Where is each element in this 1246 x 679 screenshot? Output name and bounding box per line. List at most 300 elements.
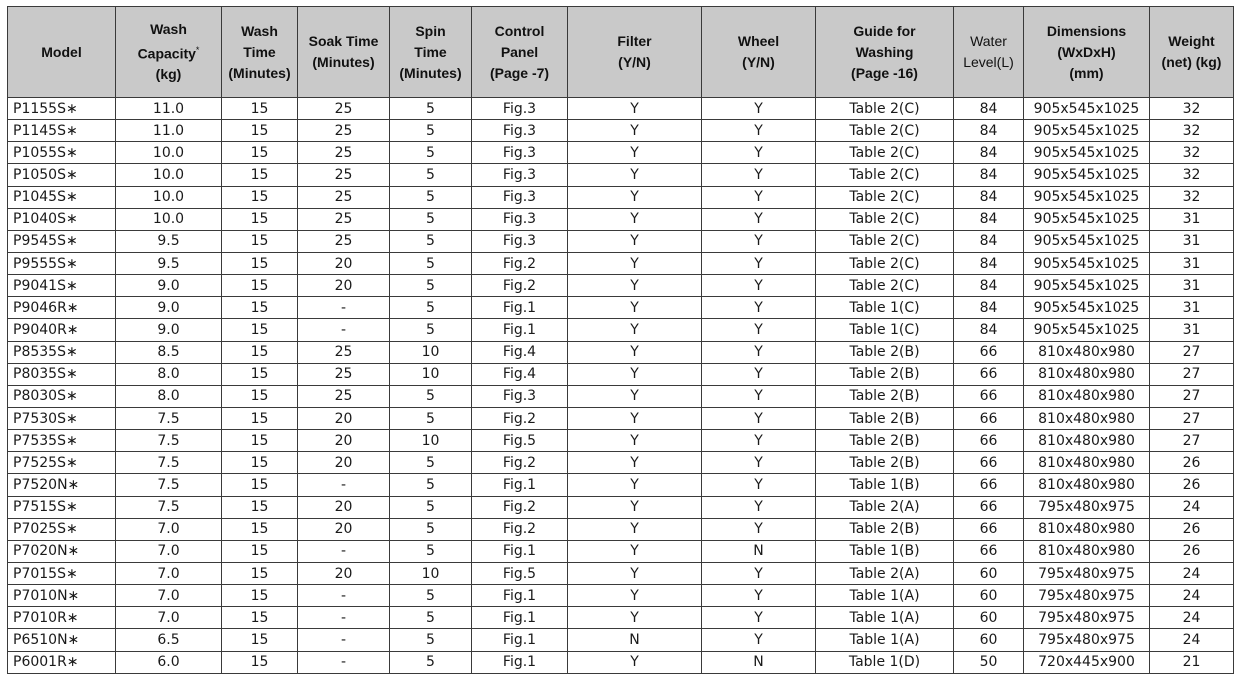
cell-wheel: N <box>702 651 816 673</box>
cell-wash-time: 15 <box>222 252 298 274</box>
cell-soak-time: - <box>298 651 390 673</box>
cell-guide-for-washing: Table 2(C) <box>816 142 954 164</box>
cell-spin-time: 5 <box>390 407 472 429</box>
cell-model: P6001R∗ <box>8 651 116 673</box>
footnote-mark: * <box>195 44 200 55</box>
cell-filter: Y <box>568 385 702 407</box>
cell-dimensions: 810x480x980 <box>1024 385 1150 407</box>
cell-dimensions: 905x545x1025 <box>1024 252 1150 274</box>
header-wheel-line: (Y/N) <box>742 54 775 70</box>
cell-dimensions: 905x545x1025 <box>1024 230 1150 252</box>
cell-soak-time: - <box>298 540 390 562</box>
cell-model: P9041S∗ <box>8 275 116 297</box>
cell-wheel: Y <box>702 518 816 540</box>
cell-soak-time: - <box>298 319 390 341</box>
cell-wheel: Y <box>702 252 816 274</box>
header-spin-time-line: Time <box>414 43 447 60</box>
table-row <box>8 319 1234 341</box>
cell-guide-for-washing: Table 1(A) <box>816 607 954 629</box>
cell-water-level: 66 <box>954 385 1024 407</box>
cell-soak-time: 25 <box>298 98 390 120</box>
cell-soak-time: 25 <box>298 164 390 186</box>
cell-wash-time: 15 <box>222 452 298 474</box>
cell-dimensions: 905x545x1025 <box>1024 120 1150 142</box>
header-spin-time <box>390 7 472 98</box>
cell-control-panel: Fig.3 <box>472 208 568 230</box>
cell-dimensions: 810x480x980 <box>1024 540 1150 562</box>
cell-model: P6510N∗ <box>8 629 116 651</box>
cell-soak-time: 25 <box>298 208 390 230</box>
cell-spin-time: 5 <box>390 651 472 673</box>
table-row <box>8 230 1234 252</box>
cell-spin-time: 10 <box>390 363 472 385</box>
cell-wheel: Y <box>702 430 816 452</box>
cell-wash-time: 15 <box>222 407 298 429</box>
cell-water-level: 66 <box>954 363 1024 385</box>
cell-model: P7010R∗ <box>8 607 116 629</box>
cell-water-level: 84 <box>954 164 1024 186</box>
cell-wheel: Y <box>702 142 816 164</box>
table-row <box>8 297 1234 319</box>
cell-dimensions: 905x545x1025 <box>1024 186 1150 208</box>
table-row <box>8 208 1234 230</box>
cell-water-level: 66 <box>954 474 1024 496</box>
cell-control-panel: Fig.4 <box>472 363 568 385</box>
cell-wash-capacity: 6.0 <box>116 651 222 673</box>
cell-guide-for-washing: Table 2(B) <box>816 407 954 429</box>
cell-wash-time: 15 <box>222 363 298 385</box>
cell-wash-capacity: 9.0 <box>116 297 222 319</box>
cell-wash-time: 15 <box>222 651 298 673</box>
cell-soak-time: 20 <box>298 252 390 274</box>
header-filter-line: Filter <box>617 33 652 49</box>
cell-soak-time: 20 <box>298 275 390 297</box>
cell-wash-time: 15 <box>222 629 298 651</box>
cell-model: P7530S∗ <box>8 407 116 429</box>
cell-wash-capacity: 7.0 <box>116 607 222 629</box>
cell-filter: Y <box>568 164 702 186</box>
cell-spin-time: 5 <box>390 297 472 319</box>
cell-weight: 24 <box>1150 629 1234 651</box>
cell-control-panel: Fig.3 <box>472 142 568 164</box>
cell-wash-capacity: 7.5 <box>116 452 222 474</box>
cell-filter: Y <box>568 496 702 518</box>
cell-weight: 26 <box>1150 474 1234 496</box>
cell-weight: 26 <box>1150 452 1234 474</box>
cell-dimensions: 905x545x1025 <box>1024 142 1150 164</box>
cell-control-panel: Fig.1 <box>472 297 568 319</box>
cell-filter: Y <box>568 297 702 319</box>
cell-spin-time: 10 <box>390 341 472 363</box>
cell-wash-capacity: 7.0 <box>116 585 222 607</box>
cell-model: P1045S∗ <box>8 186 116 208</box>
cell-model: P7520N∗ <box>8 474 116 496</box>
cell-wash-time: 15 <box>222 341 298 363</box>
cell-water-level: 66 <box>954 341 1024 363</box>
header-soak-time-line: Soak Time <box>308 33 379 49</box>
spec-table <box>7 6 1234 674</box>
header-wash-time-line: (Minutes) <box>228 64 291 81</box>
cell-wash-capacity: 9.5 <box>116 252 222 274</box>
cell-water-level: 66 <box>954 452 1024 474</box>
cell-spin-time: 5 <box>390 496 472 518</box>
table-row <box>8 407 1234 429</box>
cell-dimensions: 795x480x975 <box>1024 562 1150 584</box>
cell-dimensions: 810x480x980 <box>1024 430 1150 452</box>
cell-soak-time: 20 <box>298 518 390 540</box>
cell-wash-time: 15 <box>222 496 298 518</box>
header-model <box>8 7 116 98</box>
cell-wheel: Y <box>702 585 816 607</box>
cell-water-level: 84 <box>954 252 1024 274</box>
cell-control-panel: Fig.3 <box>472 385 568 407</box>
cell-spin-time: 5 <box>390 629 472 651</box>
cell-filter: Y <box>568 341 702 363</box>
cell-water-level: 60 <box>954 629 1024 651</box>
cell-wash-time: 15 <box>222 230 298 252</box>
header-dimensions-line: Dimensions <box>1046 22 1127 39</box>
cell-wash-capacity: 10.0 <box>116 208 222 230</box>
cell-control-panel: Fig.4 <box>472 341 568 363</box>
cell-weight: 21 <box>1150 651 1234 673</box>
cell-weight: 31 <box>1150 230 1234 252</box>
cell-weight: 24 <box>1150 585 1234 607</box>
cell-water-level: 66 <box>954 496 1024 518</box>
cell-filter: Y <box>568 607 702 629</box>
cell-spin-time: 5 <box>390 607 472 629</box>
cell-model: P7020N∗ <box>8 540 116 562</box>
cell-spin-time: 5 <box>390 518 472 540</box>
table-row <box>8 164 1234 186</box>
header-dimensions <box>1024 7 1150 98</box>
cell-model: P8035S∗ <box>8 363 116 385</box>
header-soak-time <box>298 7 390 98</box>
cell-dimensions: 810x480x980 <box>1024 518 1150 540</box>
table-row <box>8 562 1234 584</box>
cell-dimensions: 795x480x975 <box>1024 607 1150 629</box>
cell-dimensions: 905x545x1025 <box>1024 164 1150 186</box>
cell-model: P1145S∗ <box>8 120 116 142</box>
cell-filter: Y <box>568 120 702 142</box>
cell-soak-time: 25 <box>298 186 390 208</box>
cell-model: P1040S∗ <box>8 208 116 230</box>
cell-wash-time: 15 <box>222 142 298 164</box>
cell-wash-capacity: 11.0 <box>116 98 222 120</box>
table-row <box>8 120 1234 142</box>
table-row <box>8 430 1234 452</box>
header-guide-for-washing-line: Guide for <box>853 22 916 39</box>
cell-weight: 31 <box>1150 297 1234 319</box>
cell-dimensions: 795x480x975 <box>1024 496 1150 518</box>
cell-dimensions: 810x480x980 <box>1024 407 1150 429</box>
cell-wheel: Y <box>702 562 816 584</box>
cell-dimensions: 905x545x1025 <box>1024 98 1150 120</box>
cell-model: P9555S∗ <box>8 252 116 274</box>
cell-water-level: 84 <box>954 120 1024 142</box>
cell-water-level: 60 <box>954 607 1024 629</box>
cell-control-panel: Fig.1 <box>472 585 568 607</box>
cell-filter: Y <box>568 208 702 230</box>
cell-control-panel: Fig.3 <box>472 98 568 120</box>
table-row <box>8 607 1234 629</box>
table-row <box>8 540 1234 562</box>
cell-wash-capacity: 7.0 <box>116 518 222 540</box>
cell-dimensions: 810x480x980 <box>1024 363 1150 385</box>
cell-wheel: Y <box>702 186 816 208</box>
cell-guide-for-washing: Table 1(B) <box>816 540 954 562</box>
cell-guide-for-washing: Table 1(C) <box>816 297 954 319</box>
table-row <box>8 341 1234 363</box>
cell-water-level: 60 <box>954 562 1024 584</box>
cell-wash-capacity: 7.0 <box>116 540 222 562</box>
cell-spin-time: 5 <box>390 540 472 562</box>
header-weight-line: (net) (kg) <box>1161 54 1222 70</box>
cell-wash-time: 15 <box>222 607 298 629</box>
cell-wash-capacity: 11.0 <box>116 120 222 142</box>
cell-filter: Y <box>568 452 702 474</box>
cell-filter: Y <box>568 407 702 429</box>
cell-wheel: Y <box>702 319 816 341</box>
cell-wash-time: 15 <box>222 186 298 208</box>
table-row <box>8 585 1234 607</box>
cell-guide-for-washing: Table 2(B) <box>816 452 954 474</box>
cell-spin-time: 5 <box>390 275 472 297</box>
cell-soak-time: 20 <box>298 452 390 474</box>
cell-soak-time: - <box>298 474 390 496</box>
header-wash-capacity-line: Wash <box>150 20 187 37</box>
header-wheel-line: Wheel <box>737 33 780 49</box>
cell-guide-for-washing: Table 1(B) <box>816 474 954 496</box>
table-row <box>8 385 1234 407</box>
cell-guide-for-washing: Table 2(C) <box>816 120 954 142</box>
cell-model: P7015S∗ <box>8 562 116 584</box>
header-wheel <box>702 7 816 98</box>
cell-wash-time: 15 <box>222 319 298 341</box>
cell-wash-time: 15 <box>222 474 298 496</box>
cell-wash-time: 15 <box>222 518 298 540</box>
cell-dimensions: 720x445x900 <box>1024 651 1150 673</box>
header-wash-time-line: Time <box>243 43 276 60</box>
cell-control-panel: Fig.2 <box>472 252 568 274</box>
table-row <box>8 651 1234 673</box>
table-row <box>8 518 1234 540</box>
cell-wheel: Y <box>702 629 816 651</box>
cell-filter: Y <box>568 562 702 584</box>
cell-spin-time: 5 <box>390 208 472 230</box>
cell-soak-time: - <box>298 607 390 629</box>
cell-model: P7525S∗ <box>8 452 116 474</box>
cell-weight: 32 <box>1150 142 1234 164</box>
header-control-panel-line: Panel <box>500 43 539 60</box>
cell-filter: Y <box>568 275 702 297</box>
cell-wheel: Y <box>702 452 816 474</box>
cell-wheel: Y <box>702 275 816 297</box>
cell-wash-capacity: 7.5 <box>116 407 222 429</box>
cell-wheel: Y <box>702 341 816 363</box>
cell-wash-time: 15 <box>222 385 298 407</box>
cell-spin-time: 5 <box>390 585 472 607</box>
cell-weight: 24 <box>1150 562 1234 584</box>
cell-filter: Y <box>568 474 702 496</box>
cell-model: P7025S∗ <box>8 518 116 540</box>
cell-guide-for-washing: Table 2(C) <box>816 186 954 208</box>
cell-filter: Y <box>568 142 702 164</box>
cell-model: P8030S∗ <box>8 385 116 407</box>
cell-dimensions: 810x480x980 <box>1024 452 1150 474</box>
cell-spin-time: 5 <box>390 120 472 142</box>
cell-water-level: 50 <box>954 651 1024 673</box>
cell-weight: 32 <box>1150 164 1234 186</box>
cell-filter: N <box>568 629 702 651</box>
cell-wheel: Y <box>702 230 816 252</box>
cell-soak-time: 25 <box>298 385 390 407</box>
cell-wheel: Y <box>702 607 816 629</box>
cell-filter: Y <box>568 518 702 540</box>
cell-wash-time: 15 <box>222 164 298 186</box>
cell-control-panel: Fig.2 <box>472 518 568 540</box>
cell-wheel: N <box>702 540 816 562</box>
cell-dimensions: 810x480x980 <box>1024 341 1150 363</box>
cell-soak-time: 20 <box>298 562 390 584</box>
header-guide-for-washing <box>816 7 954 98</box>
header-control-panel-line: Control <box>494 22 545 39</box>
cell-wash-capacity: 8.0 <box>116 385 222 407</box>
cell-wash-time: 15 <box>222 120 298 142</box>
cell-guide-for-washing: Table 2(C) <box>816 98 954 120</box>
cell-wash-capacity: 9.5 <box>116 230 222 252</box>
cell-wash-capacity: 7.5 <box>116 430 222 452</box>
cell-guide-for-washing: Table 2(A) <box>816 562 954 584</box>
cell-spin-time: 5 <box>390 142 472 164</box>
cell-water-level: 84 <box>954 319 1024 341</box>
cell-wheel: Y <box>702 407 816 429</box>
cell-filter: Y <box>568 230 702 252</box>
cell-dimensions: 795x480x975 <box>1024 585 1150 607</box>
cell-filter: Y <box>568 252 702 274</box>
cell-soak-time: 20 <box>298 496 390 518</box>
cell-wash-capacity: 7.0 <box>116 562 222 584</box>
header-dimensions-line: (WxDxH) <box>1057 43 1116 60</box>
cell-water-level: 66 <box>954 430 1024 452</box>
cell-guide-for-washing: Table 1(C) <box>816 319 954 341</box>
header-water-level <box>954 7 1024 98</box>
cell-wheel: Y <box>702 98 816 120</box>
cell-wash-time: 15 <box>222 585 298 607</box>
table-row <box>8 186 1234 208</box>
cell-control-panel: Fig.1 <box>472 651 568 673</box>
cell-wash-capacity: 10.0 <box>116 186 222 208</box>
cell-weight: 31 <box>1150 208 1234 230</box>
cell-spin-time: 10 <box>390 430 472 452</box>
cell-weight: 31 <box>1150 252 1234 274</box>
cell-control-panel: Fig.1 <box>472 629 568 651</box>
cell-wheel: Y <box>702 120 816 142</box>
cell-model: P9040R∗ <box>8 319 116 341</box>
header-water-level-line: Level(L) <box>963 54 1014 70</box>
cell-weight: 27 <box>1150 341 1234 363</box>
cell-model: P7515S∗ <box>8 496 116 518</box>
cell-spin-time: 5 <box>390 230 472 252</box>
cell-control-panel: Fig.1 <box>472 540 568 562</box>
cell-guide-for-washing: Table 2(C) <box>816 275 954 297</box>
cell-water-level: 66 <box>954 540 1024 562</box>
cell-guide-for-washing: Table 2(B) <box>816 341 954 363</box>
cell-filter: Y <box>568 430 702 452</box>
cell-guide-for-washing: Table 2(C) <box>816 164 954 186</box>
cell-guide-for-washing: Table 1(D) <box>816 651 954 673</box>
cell-wash-capacity: 6.5 <box>116 629 222 651</box>
cell-weight: 27 <box>1150 430 1234 452</box>
header-guide-for-washing-line: Washing <box>855 43 914 60</box>
cell-control-panel: Fig.2 <box>472 496 568 518</box>
cell-control-panel: Fig.2 <box>472 275 568 297</box>
table-row <box>8 275 1234 297</box>
cell-wash-capacity: 10.0 <box>116 164 222 186</box>
cell-soak-time: 20 <box>298 407 390 429</box>
cell-water-level: 84 <box>954 275 1024 297</box>
header-wash-time <box>222 7 298 98</box>
cell-spin-time: 5 <box>390 186 472 208</box>
cell-weight: 24 <box>1150 607 1234 629</box>
cell-soak-time: - <box>298 629 390 651</box>
cell-wheel: Y <box>702 208 816 230</box>
cell-control-panel: Fig.3 <box>472 230 568 252</box>
cell-spin-time: 5 <box>390 252 472 274</box>
table-row <box>8 98 1234 120</box>
cell-water-level: 84 <box>954 230 1024 252</box>
header-water-level-line: Water <box>970 33 1007 49</box>
cell-spin-time: 5 <box>390 98 472 120</box>
cell-control-panel: Fig.1 <box>472 319 568 341</box>
cell-soak-time: 25 <box>298 363 390 385</box>
header-wash-capacity-line: Capacity <box>137 45 196 62</box>
header-spin-time-line: Spin <box>415 22 446 39</box>
header-control-panel <box>472 7 568 98</box>
cell-wheel: Y <box>702 164 816 186</box>
table-row <box>8 363 1234 385</box>
cell-wash-time: 15 <box>222 430 298 452</box>
header-filter <box>568 7 702 98</box>
header-wash-capacity <box>116 7 222 98</box>
cell-wash-time: 15 <box>222 275 298 297</box>
cell-weight: 24 <box>1150 496 1234 518</box>
cell-wash-time: 15 <box>222 562 298 584</box>
cell-dimensions: 795x480x975 <box>1024 629 1150 651</box>
cell-guide-for-washing: Table 2(B) <box>816 385 954 407</box>
cell-control-panel: Fig.3 <box>472 164 568 186</box>
cell-model: P1050S∗ <box>8 164 116 186</box>
cell-dimensions: 905x545x1025 <box>1024 208 1150 230</box>
header-model-line: Model <box>41 43 82 60</box>
header-soak-time-line: (Minutes) <box>312 54 375 70</box>
cell-filter: Y <box>568 319 702 341</box>
cell-control-panel: Fig.1 <box>472 607 568 629</box>
cell-wash-time: 15 <box>222 540 298 562</box>
cell-wash-capacity: 8.0 <box>116 363 222 385</box>
cell-water-level: 84 <box>954 98 1024 120</box>
cell-model: P9545S∗ <box>8 230 116 252</box>
cell-guide-for-washing: Table 2(B) <box>816 518 954 540</box>
cell-filter: Y <box>568 186 702 208</box>
table-row <box>8 474 1234 496</box>
cell-guide-for-washing: Table 2(B) <box>816 430 954 452</box>
cell-control-panel: Fig.1 <box>472 474 568 496</box>
cell-guide-for-washing: Table 2(C) <box>816 252 954 274</box>
cell-weight: 26 <box>1150 540 1234 562</box>
header-control-panel-line: (Page -7) <box>489 64 550 81</box>
cell-wheel: Y <box>702 363 816 385</box>
cell-water-level: 84 <box>954 297 1024 319</box>
